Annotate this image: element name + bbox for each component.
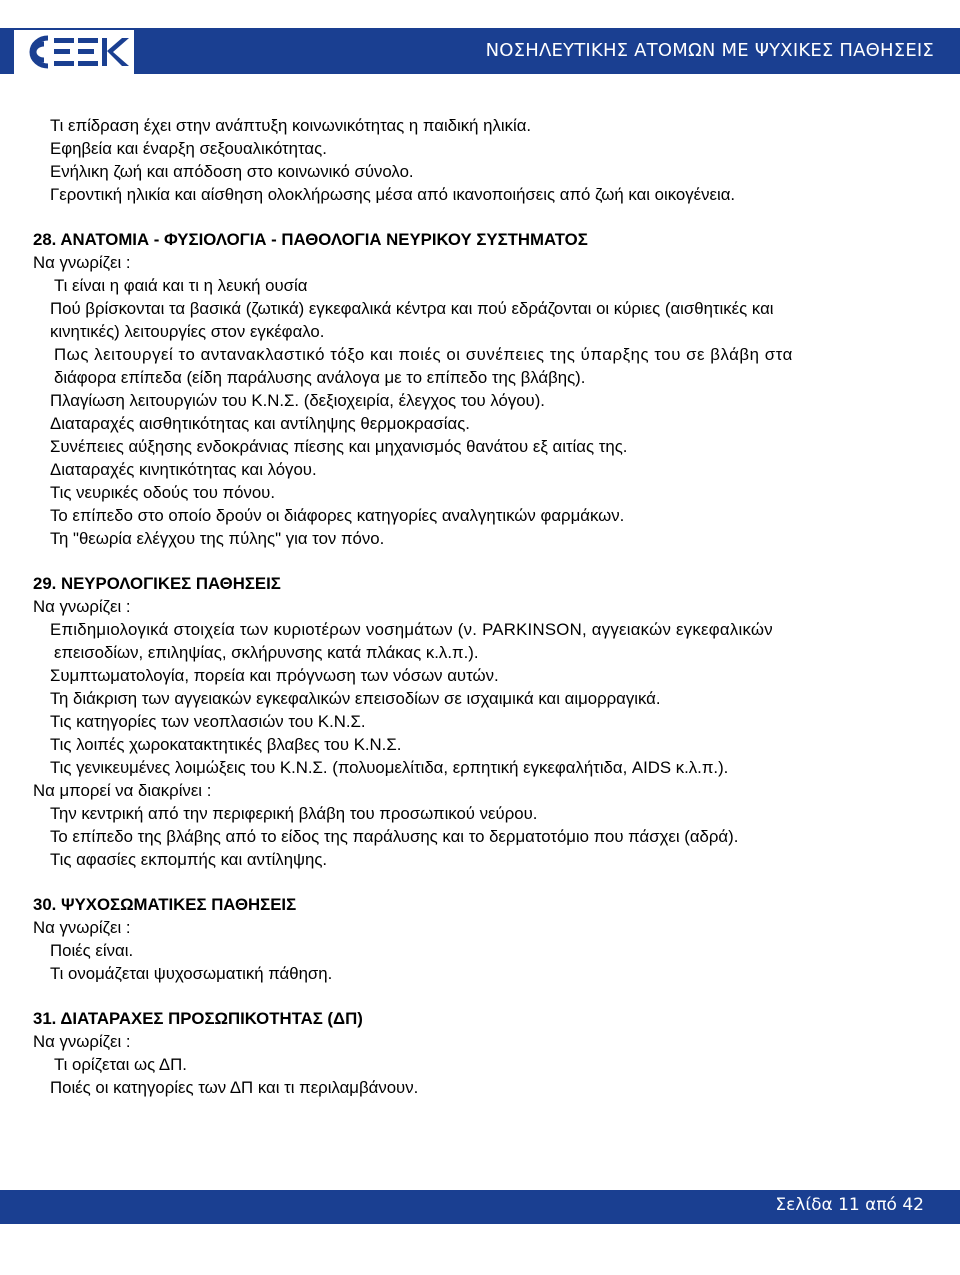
intro-item: Γεροντική ηλικία και αίσθηση ολοκλήρωσης μέσα από ικανοποιήσεις από ζωή και οικογένεια.: [50, 185, 736, 204]
list-item: Τις κατηγορίες των νεοπλασιών του Κ.Ν.Σ.: [50, 712, 366, 731]
list-item: Τη "θεωρία ελέγχου της πύλης" για τον πόνο.: [50, 529, 385, 548]
list-item: Τι ονομάζεται ψυχοσωματική πάθηση.: [50, 964, 333, 983]
list-item: Διαταραχές κινητικότητας και λόγου.: [50, 460, 317, 479]
section-31-title: 31. ΔΙΑΤΑΡΑΧΕΣ ΠΡΟΣΩΠΙΚΟΤΗΤΑΣ (ΔΠ): [33, 1009, 363, 1028]
know-label: Να γνωρίζει :: [33, 253, 131, 272]
document-body: [33, 114, 953, 1099]
know-label: Να γνωρίζει :: [33, 597, 131, 616]
oeek-logo: [14, 30, 134, 74]
list-item: Διαταραχές αισθητικότητας και αντίληψης θερμοκρασίας.: [50, 414, 470, 433]
intro-item: Εφηβεία και έναρξη σεξουαλικότητας.: [50, 139, 327, 158]
list-item: Τη διάκριση των αγγειακών εγκεφαλικών επεισοδίων σε ισχαιμικά και αιμορραγικά.: [50, 689, 661, 708]
list-item: Πλαγίωση λειτουργιών του Κ.Ν.Σ. (δεξιοχειρία, έλεγχος του λόγου).: [50, 391, 545, 410]
list-item: Την κεντρική από την περιφερική βλάβη του προσωπικού νεύρου.: [50, 804, 538, 823]
list-item: Πως λειτουργεί το αντανακλαστικό τόξο και ποιές οι συνέπειες της ύπαρξης του σε βλάβη στα: [54, 345, 793, 364]
page-number: Σελίδα 11 από 42: [775, 1195, 924, 1215]
list-item: Το επίπεδο της βλάβης από το είδος της παράλυσης και το δερματοτόμιο που πάσχει (αδρά).: [50, 827, 739, 846]
section-30-title: 30. ΨΥΧΟΣΩΜΑΤΙΚΕΣ ΠΑΘΗΣΕΙΣ: [33, 895, 297, 914]
list-item-continuation: επεισοδίων, επιληψίας, σκλήρυνσης κατά πλάκας κ.λ.π.).: [54, 643, 479, 662]
list-item: Πού βρίσκονται τα βασικά (ζωτικά) εγκεφαλικά κέντρα και πού εδράζονται οι κύριες (αισθητικές και: [50, 299, 774, 318]
list-item-continuation: διάφορα επίπεδα (είδη παράλυσης ανάλογα με το επίπεδο της βλάβης).: [54, 368, 586, 387]
intro-item: Τι επίδραση έχει στην ανάπτυξη κοινωνικότητας η παιδική ηλικία.: [50, 116, 532, 135]
section-28-title: 28. ΑΝΑΤΟΜΙΑ - ΦΥΣΙΟΛΟΓΙΑ - ΠΑΘΟΛΟΓΙΑ ΝΕΥΡΙΚΟΥ ΣΥΣΤΗΜΑΤΟΣ: [33, 230, 588, 249]
document-header-title: ΝΟΣΗΛΕΥΤΙΚΗΣ ΑΤΟΜΩΝ ΜΕ ΨΥΧΙΚΕΣ ΠΑΘΗΣΕΙΣ: [485, 40, 934, 61]
list-item: Το επίπεδο στο οποίο δρούν οι διάφορες κατηγορίες αναλγητικών φαρμάκων.: [50, 506, 625, 525]
distinguish-label: Να μπορεί να διακρίνει :: [33, 781, 212, 800]
know-label: Να γνωρίζει :: [33, 1032, 131, 1051]
list-item: Τι ορίζεται ως ΔΠ.: [54, 1055, 187, 1074]
section-29-title: 29. ΝΕΥΡΟΛΟΓΙΚΕΣ ΠΑΘΗΣΕΙΣ: [33, 574, 281, 593]
know-label: Να γνωρίζει :: [33, 918, 131, 937]
list-item: Ποιές είναι.: [50, 941, 134, 960]
list-item: Τις νευρικές οδούς του πόνου.: [50, 483, 276, 502]
list-item: Ποιές οι κατηγορίες των ΔΠ και τι περιλαμβάνουν.: [50, 1078, 419, 1097]
list-item: Τι είναι η φαιά και τι η λευκή ουσία: [54, 276, 308, 295]
list-item: Τις γενικευμένες λοιμώξεις του Κ.Ν.Σ. (πολυομελίτιδα, ερπητική εγκεφαλήτιδα, AIDS κ.λ.π.).: [50, 758, 729, 777]
list-item: Συνέπειες αύξησης ενδοκράνιας πίεσης και μηχανισμός θανάτου εξ αιτίας της.: [50, 437, 628, 456]
list-item: Τις αφασίες εκπομπής και αντίληψης.: [50, 850, 328, 869]
list-item: Τις λοιπές χωροκατακτητικές βλαβες του Κ.Ν.Σ.: [50, 735, 402, 754]
list-item: Συμπτωματολογία, πορεία και πρόγνωση των νόσων αυτών.: [50, 666, 499, 685]
list-item-continuation: κινητικές) λειτουργίες στον εγκέφαλο.: [50, 322, 325, 341]
list-item: Επιδημιολογικά στοιχεία των κυριοτέρων νοσημάτων (ν. PARKINSON, αγγειακών εγκεφαλικών: [50, 620, 773, 639]
intro-item: Ενήλικη ζωή και απόδοση στο κοινωνικό σύνολο.: [50, 162, 414, 181]
